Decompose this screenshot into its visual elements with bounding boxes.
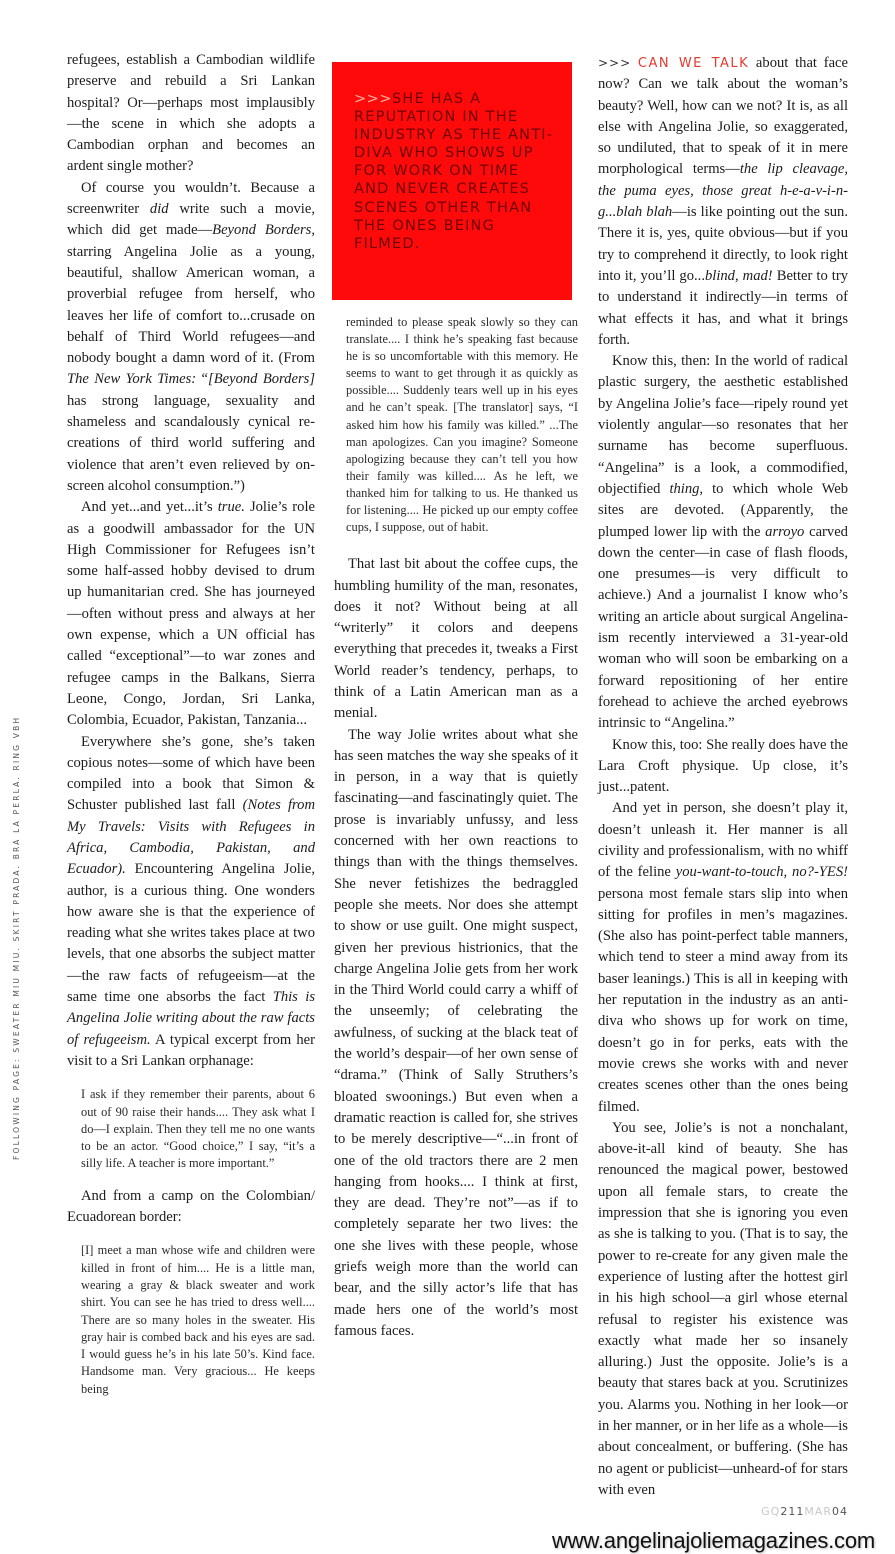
body-paragraph: That last bit about the coffee cups, the humbling humility of the man, resonates, does it not? Without being at all “writerly” it colors and deepens everything that precedes it, tweaks a First World reader’s tendency, perhaps, to think of a Latin American man as a menial. — [334, 556, 578, 722]
pull-quote-box — [332, 62, 572, 300]
body-paragraph: Know this, then: In the world of radical plastic surgery, the aesthetic established by Angelina Jolie’s face—ripely round yet violently angular—so resonates that her surname has become superfluous. “Angelina” is a look, a commodified, objectified thing, to which whole Web sites are devoted. (Apparently, the plumped lower lip with the arroyo carved down the center—in case of flash floods, one presumes—is very difficult to achieve.) And a journalist I know who’s writing an article about surgical Angelina-ism recently interviewed a 31-year-old woman who will soon be embarking on a forward repositioning of her entire forehead to achieve the arched eyebrows intrinsic to “Angelina.” — [598, 353, 848, 732]
article-column-2 — [334, 314, 578, 1342]
excerpt-quote: I ask if they remember their parents, about 6 out of 90 raise their hands.... They ask what I do—I explain. Then they tell me no one wants to be an actor. “Good choice,” I say, “it’s a silly life. A teacher is more important.” — [81, 1087, 315, 1171]
body-paragraph: The way Jolie writes about what she has seen matches the way she speaks of it in person, in a way that is quietly fascinating—and fascinatingly quiet. The prose is invariably unfussy, and less concerned with her own reactions to things than with the things themselves. She never fetishizes the bedraggled people she meets. Nor does she attempt to show or use guilt. One might suspect, given her previous histrionics, that the charge Angelina Jolie gets from her work in the Third World could carry a whiff of the unseemly; of celebrating the awfulness, of sucking at the black teat of the world’s despair—of her own sense of “drama.” (Think of Sally Struthers’s bloated swoonings.) But even when a dramatic reaction is called for, she strives to be merely descriptive—“...in front of one of the old tractors there are 2 men hanging from hooks.... I think at first, they are dead. They’re not”—as if to completely separate her two lives: the one she lives with these people, whose griefs weigh more than the world can bear, and the silly actor’s life that has made hers one of the world’s most famous faces. — [334, 726, 578, 1339]
body-paragraph: >>> CAN WE TALK about that face now? Can we talk about the woman’s beauty? Well, how can we not? It is, as all else with Angelina Jolie, so exaggerated, so undiluted, that to speak of it in mere morphological terms—the lip cleavage, the puma eyes, those great h-e-a-v-i-n-g...blah blah—is like pointing out the sun. There it is, yes, quite obvious—but if you try to comprehend it directly, to look right into it, you’ll go...blind, mad! Better to try to understand it indirectly—in terms of what effects it has, and what it brings forth. — [598, 55, 849, 348]
body-paragraph: And yet in person, she doesn’t play it, doesn’t unleash it. Her manner is all civility and professionalism, with no whiff of the feline you-want-to-touch, no?-YES! persona most female stars slip into when sitting for profiles in men’s magazines. (She also has point-perfect table manners, which tend to steer a mind away from its baser leanings.) This is all in keeping with her reputation in the industry as an anti-diva who shows up for work on time, doesn’t go in for perks, eats with the movie crews she works with and never creates scenes other than the ones being filmed. — [598, 800, 848, 1115]
article-column-1 — [67, 50, 315, 1411]
pull-quote-text: >>>SHE HAS A REPUTATION IN THE INDUSTRY AS THE ANTI-DIVA WHO SHOWS UP FOR WORK ON TIME AND NEVER CREATES SCENES OTHER THAN THE ONES BEING FILMED. — [354, 91, 554, 252]
body-paragraph: Everywhere she’s gone, she’s taken copious notes—some of which have been compiled into a book that Simon & Schuster published last fall (Notes from My Travels: Visits with Refugees in Africa, Cambodia, Pakistan, and Ecuador). Encountering Angelina Jolie, author, is a curious thing. One wonders how aware she is that the experience of reading what she writes takes place at two levels, that one absorbs the subject matter—the raw facts of refugeeism—at the same time one absorbs the fact This is Angelina Jolie writing about the raw facts of refugeeism. A typical excerpt from her visit to a Sri Lankan orphanage: — [67, 733, 316, 1069]
fashion-credit: FOLLOWING PAGE: SWEATER MIU MIU. SKIRT PRADA. BRA LA PERLA. RING VBH — [12, 715, 21, 1160]
section-kicker: CAN WE TALK — [637, 56, 750, 71]
body-paragraph: And from a camp on the Colombian/ Ecuadorean border: — [67, 1187, 315, 1226]
triple-arrow-icon: >>> — [354, 91, 392, 107]
excerpt-quote: [I] meet a man whose wife and children were killed in front of him.... He is a little man, wearing a gray & black sweater and work shirt. You can see he has tried to dress well.... There are so many holes in the sweater. His gray hair is combed back and his eyes are sad. I would guess he’s in his late 50’s. Kind face. Handsome man. Very gracious... He keeps being — [81, 1243, 315, 1396]
website-watermark: www.angelinajoliemagazines.com — [552, 1528, 875, 1554]
magazine-name: GQ — [761, 1505, 781, 1519]
body-paragraph: You see, Jolie’s is not a nonchalant, above-it-all kind of beauty. She has renounced the magical power, bestowed upon all female stars, to create the impression that she is ignoring you even as she is talking to you. (That is to say, the power to re-create for any given male the experience of lusting after the hottest girl in his high school—a girl whose eternal refusal to register his existence was exactly what made her so insanely alluring.) Just the opposite. Jolie’s is a beauty that stares back at you. Scrutinizes you. Alarms you. Nothing in her look—or in her manner, or in her life as a whole—is about concealment, or buffering. (She has no agent or publicist—unheard-of for stars with even — [598, 1119, 848, 1498]
page-folio — [761, 1505, 848, 1518]
body-paragraph: refugees, establish a Cambodian wildlife preserve and rebuild a Sri Lankan hospital? Or—perhaps most implausibly—the scene in which she adopts a Cambodian orphan and becomes an ardent single mother? — [67, 52, 315, 175]
page-number: 211 — [780, 1505, 805, 1519]
article-column-3 — [598, 53, 848, 1501]
triple-arrow-icon: >>> — [598, 56, 632, 70]
body-paragraph: Of course you wouldn’t. Because a screenwriter did write such a movie, which did get made—Beyond Borders, starring Angelina Jolie as a young, beautiful, shallow American woman, a proverbial refugee from herself, who leaves her life of comfort to...crusade on behalf of Third World refugees—and nobody bought a damn word of it. (From The New York Times: “[Beyond Borders] has strong language, sexuality and shameless and scandalously cynical re-creations of third world suffering and violence that aren’t even relieved by on-screen alcohol consumption.”) — [67, 179, 315, 494]
body-paragraph: Know this, too: She really does have the Lara Croft physique. Up close, it’s just...patent. — [598, 736, 848, 796]
excerpt-quote-continued: reminded to please speak slowly so they can translate.... I think he’s speaking fast because he is so uncomfortable with this memory. He seems to want to get through it as quickly as possible.... Suddenly tears well up in his eyes and he can’t speak. [The translator] says, “I asked him how his family was killed.” ...The man apologizes. Can you imagine? Someone apologizing because they can’t tell you how their family was killed.... As he left, we thanked him for talking to us. He thanked us for listening.... He picked up our empty coffee cups, I suppose, out of habit. — [346, 315, 578, 535]
body-paragraph: And yet...and yet...it’s true. Jolie’s role as a goodwill ambassador for the UN High Commissioner for Refugees isn’t some half-assed hobby devised to drum up humanitarian cred. She has journeyed—often without press and always at her own expense, which a UN official has called “exceptional”—to war zones and refugee camps in the Balkans, Sierra Leone, Congo, Jordan, Sri Lanka, Colombia, Ecuador, Pakistan, Tanzania... — [67, 499, 315, 729]
issue-year: 04 — [832, 1505, 848, 1519]
issue-month: MAR — [804, 1505, 832, 1519]
